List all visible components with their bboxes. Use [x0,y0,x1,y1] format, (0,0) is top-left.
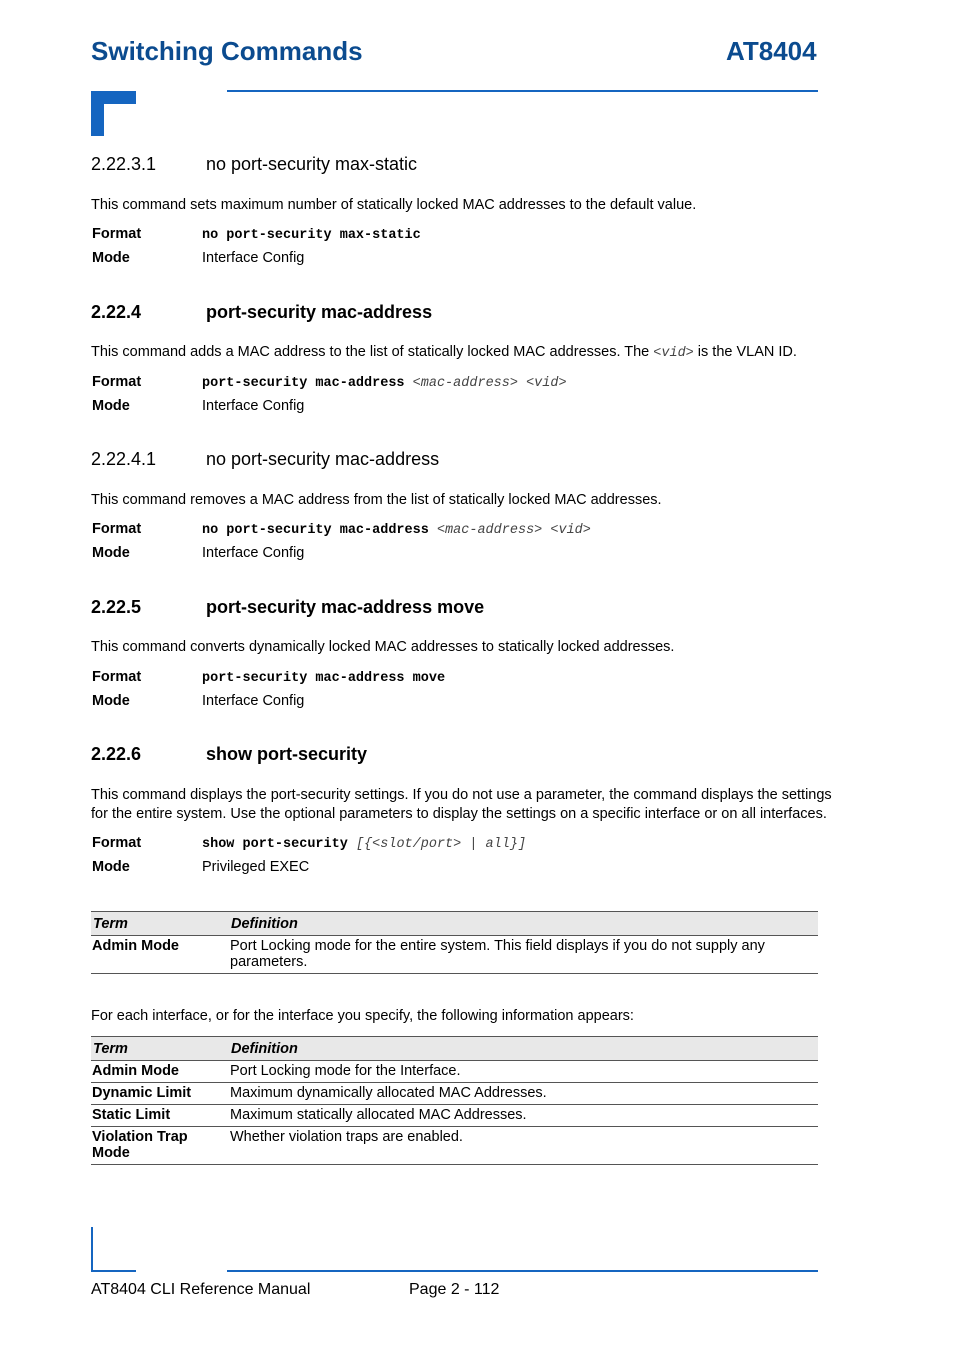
section-description-line2: for the entire system. Use the optional parameters to display the settings on a specific interface or on all interfaces. [91,806,827,822]
table-header-definition: Definition [229,1037,818,1061]
mode-label: Mode [92,693,130,709]
term-cell: Violation Trap Mode [91,1127,229,1165]
table-row [91,1105,818,1127]
mode-value: Interface Config [202,545,305,561]
format-label: Format [92,521,142,537]
mode-label: Mode [92,859,130,875]
section-number: 2.22.4.1 [91,449,157,469]
section-title: show port-security [206,744,368,764]
term-cell: Admin Mode [91,1061,229,1083]
definition-cell: Whether violation traps are enabled. [229,1127,818,1165]
mode-label: Mode [92,545,130,561]
format-args: <mac-address> <vid> [436,523,591,538]
interface-intro: For each interface, or for the interface you specify, the following information appears: [91,1008,634,1024]
section-number: 2.22.4 [91,302,142,322]
header-rule [227,90,818,92]
format-label: Format [92,669,142,685]
term-cell: Dynamic Limit [91,1083,229,1105]
section-description-line1: This command displays the port-security settings. If you do not use a parameter, the command displays the settings [91,787,832,803]
format-args: [{<slot/port> | all}] [355,837,527,852]
footer-manual-title: AT8404 CLI Reference Manual [91,1281,311,1298]
term-cell: Admin Mode [91,936,229,974]
section-description: This command sets maximum number of statically locked MAC addresses to the default value. [91,197,697,213]
footer-rule [227,1270,818,1272]
footer-page-number: Page 2 - 112 [409,1281,500,1298]
format-command: port-security mac-address <mac-address> <vid> [202,376,567,391]
definition-cell: Maximum statically allocated MAC Addresses. [229,1105,818,1127]
format-label: Format [92,226,142,242]
section-title: no port-security mac-address [206,449,440,469]
table-row [91,1083,818,1105]
format-command: no port-security mac-address <mac-address> <vid> [202,523,591,538]
section-title: no port-security max-static [206,154,418,174]
section-description: This command converts dynamically locked MAC addresses to statically locked addresses. [91,639,675,655]
section-number: 2.22.5 [91,597,142,617]
section-description: This command removes a MAC address from the list of statically locked MAC addresses. [91,492,662,508]
mode-value: Interface Config [202,693,305,709]
definition-cell: Port Locking mode for the entire system. This field displays if you do not supply any parameters. [229,936,818,974]
definition-cell: Maximum dynamically allocated MAC Addresses. [229,1083,818,1105]
table-row [91,936,818,974]
definition-table-system [91,911,818,974]
format-label: Format [92,835,142,851]
table-header-term: Term [91,912,229,936]
section-description: This command adds a MAC address to the list of statically locked MAC addresses. The <vid> is the VLAN ID. [91,344,797,361]
definition-table-interface [91,1036,818,1165]
corner-mark [91,91,136,136]
table-header-definition: Definition [229,912,818,936]
vid-code: <vid> [653,346,694,361]
format-args: <mac-address> <vid> [412,376,567,391]
footer-corner-mark [91,1227,136,1272]
term-cell: Static Limit [91,1105,229,1127]
section-title: port-security mac-address [206,302,433,322]
section-number: 2.22.6 [91,744,142,764]
table-row [91,1061,818,1083]
format-label: Format [92,374,142,390]
mode-value: Interface Config [202,250,305,266]
mode-label: Mode [92,250,130,266]
header-product: AT8404 [726,36,817,66]
format-command: port-security mac-address move [202,671,446,686]
mode-value: Interface Config [202,398,305,414]
format-command: no port-security max-static [202,228,421,243]
table-row [91,1127,818,1165]
mode-value: Privileged EXEC [202,859,310,875]
section-title: port-security mac-address move [206,597,485,617]
header-title: Switching Commands [91,36,363,66]
mode-label: Mode [92,398,130,414]
definition-cell: Port Locking mode for the Interface. [229,1061,818,1083]
section-number: 2.22.3.1 [91,154,157,174]
format-command: show port-security [{<slot/port> | all}] [202,837,527,852]
table-header-term: Term [91,1037,229,1061]
